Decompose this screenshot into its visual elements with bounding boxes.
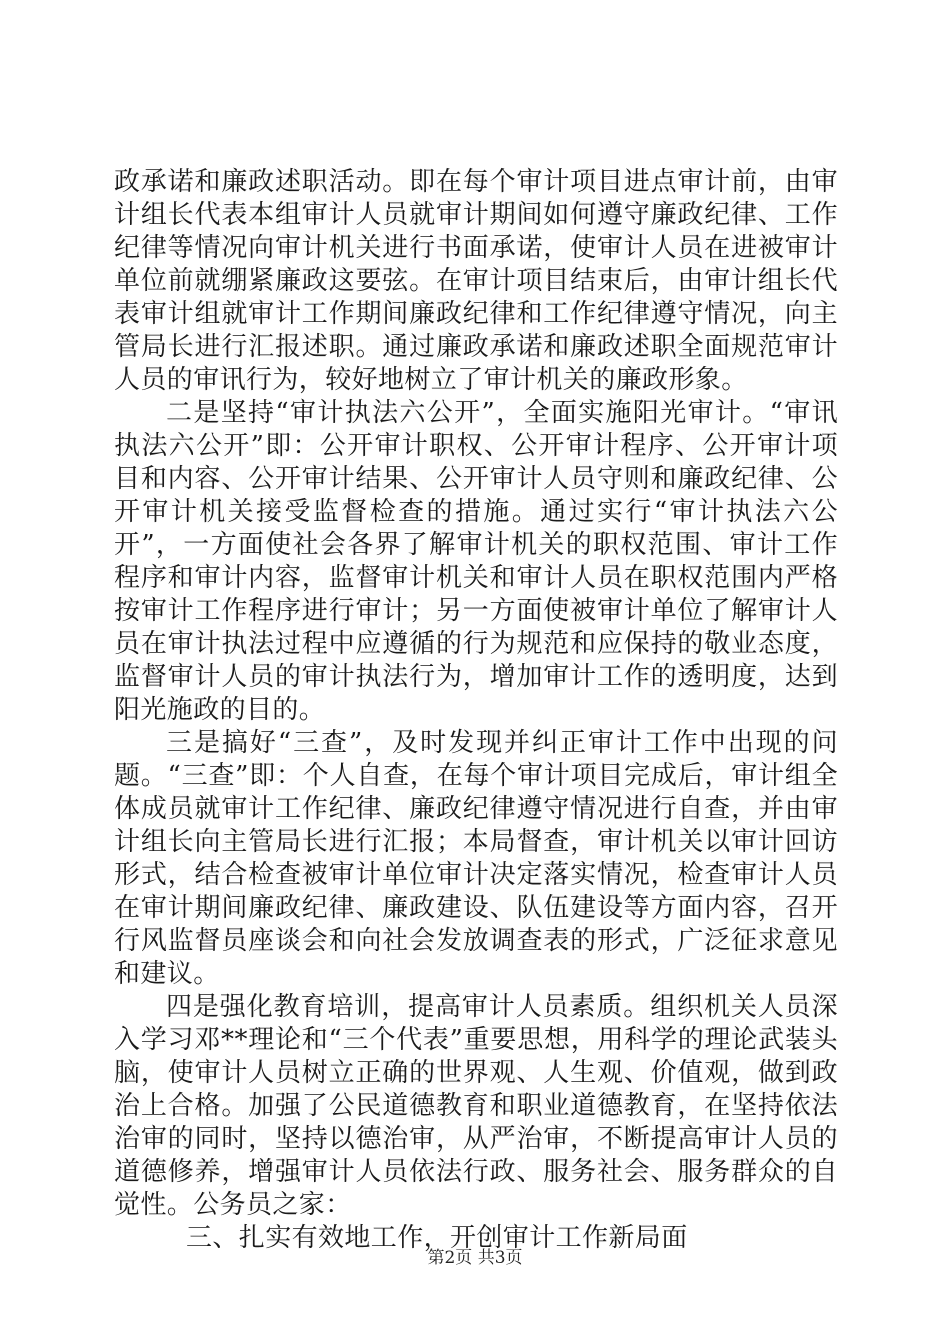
page-footer: 第2页 共3页 <box>427 1248 523 1268</box>
paragraph-three-checks: 三是搞好“三查”，及时发现并纠正审计工作中出现的问题。“三查”即：个人自查，在每个审计项目完成后，审计组全体成员就审计工作纪律、廉政纪律遵守情况进行自查，并由审计组长向主管局长进行汇报；本局督查，审计机关以审计回访形式，结合检查被审计单位审计决定落实情况，检查审计人员在审计期间廉政纪律、廉政建设、队伍建设等方面内容，召开行风监督员座谈会和向社会发放调查表的形式，广泛征求意见和建议。 <box>114 728 838 989</box>
paragraph-integrity-commitment: 政承诺和廉政述职活动。即在每个审计项目进点审计前，由审计组长代表本组审计人员就审计期间如何遵守廉政纪律、工作纪律等情况向审计机关进行书面承诺，使审计人员在进被审计单位前就绷紧廉政这要弦。在审计项目结束后，由审计组长代表审计组就审计工作期间廉政纪律和工作纪律遵守情况，向主管局长进行汇报述职。通过廉政承诺和廉政述职全面规范审计人员的审讯行为，较好地树立了审计机关的廉政形象。 <box>114 167 838 395</box>
paragraph-education-training: 四是强化教育培训，提高审计人员素质。组织机关人员深入学习邓**理论和“三个代表”重要思想，用科学的理论武装头脑，使审计人员树立正确的世界观、人生观、价值观，做到政治上合格。加强了公民道德教育和职业道德教育，在坚持依法治审的同时，坚持以德治审，从严治审，不断提高审计人员的道德修养，增强审计人员依法行政、服务社会、服务群众的自觉性。公务员之家： <box>114 992 838 1220</box>
document-body <box>114 166 838 1255</box>
section-heading: 三、扎实有效地工作，开创审计工作新局面 <box>186 1223 688 1253</box>
paragraph-six-disclosures: 二是坚持“审计执法六公开”，全面实施阳光审计。“审讯执法六公开”即：公开审计职权、公开审计程序、公开审计项目和内容、公开审计结果、公开审计人员守则和廉政纪律、公开审计机关接受监督检查的措施。通过实行“审计执法六公开”，一方面使社会各界了解审计机关的职权范围、审计工作程序和审计内容，监督审计机关和审计人员在职权范围内严格按审计工作程序进行审计；另一方面使被审计单位了解审计人员在审计执法过程中应遵循的行为规范和应保持的敬业态度，监督审计人员的审计执法行为，增加审计工作的透明度，达到阳光施政的目的。 <box>114 398 838 725</box>
